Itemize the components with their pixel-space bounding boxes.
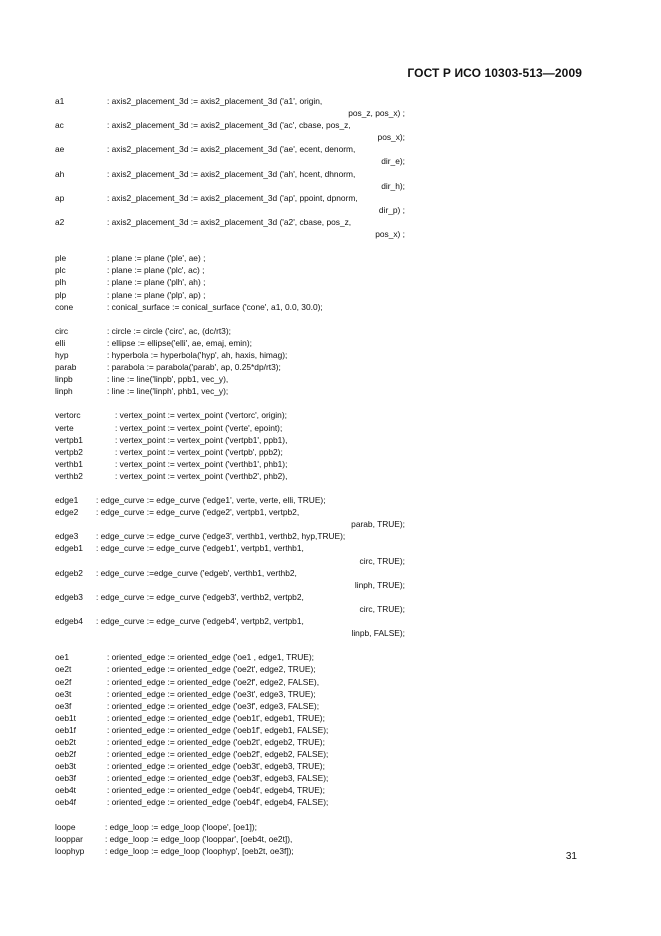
entity-definition: : axis2_placement_3d := axis2_placement_3d ('ap', ppoint, dpnorm, [107, 192, 358, 203]
code-line [55, 301, 415, 313]
entity-definition: : plane := plane ('plc', ac) ; [107, 265, 205, 276]
entity-definition: : oriented_edge := oriented_edge ('oeb3f', edgeb3, FALSE); [107, 773, 329, 784]
entity-name: ple [55, 253, 67, 264]
entity-name: oeb2t [55, 736, 76, 747]
code-line [55, 591, 415, 603]
code-continuation-line [55, 107, 415, 119]
entity-definition: : edge_loop := edge_loop ('looppar', [oeb4t, oe2t]), [105, 833, 293, 844]
continuation-text: dir_p) ; [378, 204, 405, 215]
code-line [55, 434, 415, 446]
entity-definition: : axis2_placement_3d := axis2_placement_3d ('a1', origin, [107, 96, 323, 106]
entity-name: linpb [55, 374, 73, 385]
code-line [55, 736, 415, 748]
entity-definition: : plane := plane ('plh', ah) ; [107, 277, 206, 288]
entity-name: ah [55, 168, 65, 179]
entity-definition: : vertex_point := vertex_point ('vertpb1', ppb1), [115, 434, 288, 445]
entity-name: elli [55, 337, 66, 348]
entity-definition: : axis2_placement_3d := axis2_placement_3d ('ac', cbase, pos_z, [107, 120, 351, 131]
entity-name: vertpb1 [55, 434, 83, 445]
group-spacer [55, 397, 415, 409]
document-code-header: ГОСТ Р ИСО 10303-513—2009 [407, 66, 582, 80]
entity-name: oeb4t [55, 785, 76, 796]
entity-definition: : conical_surface := conical_surface ('cone', a1, 0.0, 30.0); [107, 301, 323, 312]
continuation-text: circ, TRUE); [359, 603, 405, 614]
entity-definition: : oriented_edge := oriented_edge ('oeb1t', edgeb1, TRUE); [107, 712, 325, 723]
code-line [55, 688, 415, 700]
entity-name: edgeb4 [55, 616, 83, 627]
entity-definition: : oriented_edge := oriented_edge ('oeb1f', edgeb1, FALSE); [107, 724, 329, 735]
continuation-text: parab, TRUE); [351, 519, 405, 530]
entity-definition: : edge_curve := edge_curve ('edgeb1', vertpb1, verthb1, [96, 543, 304, 554]
entity-name: vertorc [55, 410, 81, 421]
entity-name: oe2t [55, 664, 72, 675]
entity-name: edgeb2 [55, 567, 83, 578]
code-line [55, 506, 415, 518]
entity-name: oe3f [55, 700, 72, 711]
entity-name: looppar [55, 833, 83, 844]
code-line [55, 361, 415, 373]
entity-definition: : parabola := parabola('parab', ap, 0.25*dp/rt3); [107, 362, 281, 373]
code-continuation-line [55, 518, 415, 530]
code-line [55, 192, 415, 204]
entity-name: ap [55, 192, 65, 203]
code-line [55, 373, 415, 385]
entity-definition: : oriented_edge := oriented_edge ('oe2f', edge2, FALSE), [107, 676, 320, 687]
code-line [55, 651, 415, 663]
code-line [55, 530, 415, 542]
code-line [55, 252, 415, 264]
entity-name: ae [55, 144, 65, 155]
code-line [55, 567, 415, 579]
continuation-text: dir_h); [381, 180, 405, 191]
code-line [55, 796, 415, 808]
continuation-text: dir_e); [381, 156, 405, 167]
entity-name: verthb1 [55, 458, 83, 469]
entity-definition: : line := line('linph', phb1, vec_y); [107, 386, 229, 397]
code-line [55, 615, 415, 627]
entity-name: edge3 [55, 531, 79, 542]
continuation-text: circ, TRUE); [359, 555, 405, 566]
code-line [55, 542, 415, 554]
code-continuation-line [55, 180, 415, 192]
entity-definition: : oriented_edge := oriented_edge ('oe2t', edge2, TRUE); [107, 664, 316, 675]
entity-definition: : plane := plane ('ple', ae) ; [107, 253, 206, 264]
code-line [55, 494, 415, 506]
continuation-text: pos_x); [377, 132, 405, 143]
code-line [55, 663, 415, 675]
code-line [55, 760, 415, 772]
code-line [55, 95, 415, 107]
code-line [55, 712, 415, 724]
entity-definition: : edge_curve := edge_curve ('edge1', verte, verte, elli, TRUE); [96, 495, 326, 506]
entity-definition: : circle := circle ('circ', ac, (dc/rt3); [107, 325, 231, 336]
entity-name: verte [55, 422, 74, 433]
entity-definition: : ellipse := ellipse('elli', ae, emaj, emin); [107, 337, 252, 348]
entity-name: oeb1f [55, 724, 76, 735]
code-continuation-line [55, 228, 415, 240]
entity-definition: : axis2_placement_3d := axis2_placement_3d ('a2', cbase, pos_z, [107, 216, 352, 227]
code-line [55, 772, 415, 784]
group-spacer [55, 639, 415, 651]
code-line [55, 216, 415, 228]
entity-name: plp [55, 289, 67, 300]
code-line [55, 143, 415, 155]
entity-definition: : vertex_point := vertex_point ('vertorc', origin); [115, 410, 287, 421]
code-line [55, 325, 415, 337]
entity-name: oe2f [55, 676, 72, 687]
entity-definition: : axis2_placement_3d := axis2_placement_3d ('ae', ecent, denorm, [107, 144, 356, 155]
entity-definition: : axis2_placement_3d := axis2_placement_3d ('ah', hcent, dhnorm, [107, 168, 356, 179]
code-line [55, 470, 415, 482]
entity-definition: : hyperbola := hyperbola('hyp', ah, haxis, himag); [107, 349, 288, 360]
continuation-text: pos_z, pos_x) ; [348, 108, 405, 119]
entity-name: edge2 [55, 507, 79, 518]
code-line [55, 264, 415, 276]
code-continuation-line [55, 627, 415, 639]
code-line [55, 409, 415, 421]
entity-name: edge1 [55, 495, 79, 506]
code-continuation-line [55, 579, 415, 591]
entity-name: vertpb2 [55, 446, 83, 457]
group-spacer [55, 240, 415, 252]
entity-name: a2 [55, 216, 65, 227]
entity-definition: : vertex_point := vertex_point ('verthb2', phb2), [115, 470, 288, 481]
entity-name: oe3t [55, 688, 72, 699]
entity-name: verthb2 [55, 470, 83, 481]
entity-definition: : oriented_edge := oriented_edge ('oeb3t', edgeb3, TRUE); [107, 761, 325, 772]
code-line [55, 724, 415, 736]
entity-definition: : edge_curve :=edge_curve ('edgeb', verthb1, verthb2, [96, 567, 297, 578]
entity-definition: : edge_curve := edge_curve ('edgeb4', vertpb2, vertpb1, [96, 616, 304, 627]
code-line [55, 748, 415, 760]
entity-definition: : edge_curve := edge_curve ('edge3', verthb1, verthb2, hyp,TRUE); [96, 531, 346, 542]
code-line [55, 821, 415, 833]
entity-name: oeb3f [55, 773, 76, 784]
entity-definition: : oriented_edge := oriented_edge ('oe3t', edge3, TRUE); [107, 688, 316, 699]
code-line [55, 276, 415, 288]
code-line [55, 784, 415, 796]
entity-name: ac [55, 120, 64, 131]
group-spacer [55, 809, 415, 821]
code-continuation-line [55, 204, 415, 216]
entity-definition: : vertex_point := vertex_point ('vertpb', ppb2); [115, 446, 283, 457]
code-line [55, 700, 415, 712]
entity-name: plc [55, 265, 66, 276]
code-line [55, 119, 415, 131]
page-number: 31 [565, 851, 577, 862]
entity-definition: : oriented_edge := oriented_edge ('oeb2f', edgeb2, FALSE); [107, 749, 329, 760]
code-line [55, 833, 415, 845]
entity-name: cone [55, 301, 74, 312]
code-line [55, 168, 415, 180]
entity-definition: : edge_curve := edge_curve ('edgeb3', verthb2, vertpb2, [96, 591, 304, 602]
code-line [55, 385, 415, 397]
continuation-text: linpb, FALSE); [351, 628, 405, 639]
code-line [55, 446, 415, 458]
entity-name: oeb2f [55, 749, 76, 760]
entity-definition: : oriented_edge := oriented_edge ('oe3f', edge3, FALSE); [107, 700, 320, 711]
entity-definition: : oriented_edge := oriented_edge ('oeb4t', edgeb4, TRUE); [107, 785, 325, 796]
entity-definition: : edge_loop := edge_loop ('loophyp', [oeb2t, oe3f]); [105, 845, 294, 856]
entity-definition: : oriented_edge := oriented_edge ('oeb4f', edgeb4, FALSE); [107, 797, 329, 808]
entity-definition: : line := line('linpb', ppb1, vec_y), [107, 374, 229, 385]
code-line [55, 289, 415, 301]
entity-definition: : vertex_point := vertex_point ('verthb1', phb1); [115, 458, 288, 469]
code-line [55, 458, 415, 470]
entity-name: hyp [55, 349, 69, 360]
entity-definition: : plane := plane ('plp', ap) ; [107, 289, 206, 300]
entity-name: parab [55, 362, 77, 373]
entity-name: oeb1t [55, 712, 76, 723]
code-line [55, 337, 415, 349]
code-listing [55, 95, 415, 857]
continuation-text: pos_x) ; [375, 229, 405, 240]
continuation-text: linph, TRUE); [354, 579, 405, 590]
code-continuation-line [55, 603, 415, 615]
entity-definition: : oriented_edge := oriented_edge ('oeb2t', edgeb2, TRUE); [107, 736, 325, 747]
entity-name: a1 [55, 96, 65, 106]
entity-name: edgeb3 [55, 591, 83, 602]
entity-name: edgeb1 [55, 543, 83, 554]
group-spacer [55, 313, 415, 325]
code-continuation-line [55, 131, 415, 143]
code-line [55, 349, 415, 361]
entity-definition: : vertex_point := vertex_point ('verte', epoint); [115, 422, 283, 433]
entity-name: linph [55, 386, 73, 397]
entity-name: oeb4f [55, 797, 76, 808]
entity-name: oe1 [55, 652, 69, 663]
entity-name: loophyp [55, 845, 85, 856]
entity-name: loope [55, 821, 76, 832]
entity-name: plh [55, 277, 67, 288]
code-continuation-line [55, 555, 415, 567]
entity-definition: : edge_curve := edge_curve ('edge2', vertpb1, vertpb2, [96, 507, 300, 518]
code-line [55, 422, 415, 434]
code-continuation-line [55, 155, 415, 167]
entity-name: circ [55, 325, 69, 336]
entity-name: oeb3t [55, 761, 76, 772]
entity-definition: : oriented_edge := oriented_edge ('oe1 , edge1, TRUE); [107, 652, 315, 663]
entity-definition: : edge_loop := edge_loop ('loope', [oe1]); [105, 821, 257, 832]
code-line [55, 676, 415, 688]
group-spacer [55, 482, 415, 494]
code-line [55, 845, 415, 857]
